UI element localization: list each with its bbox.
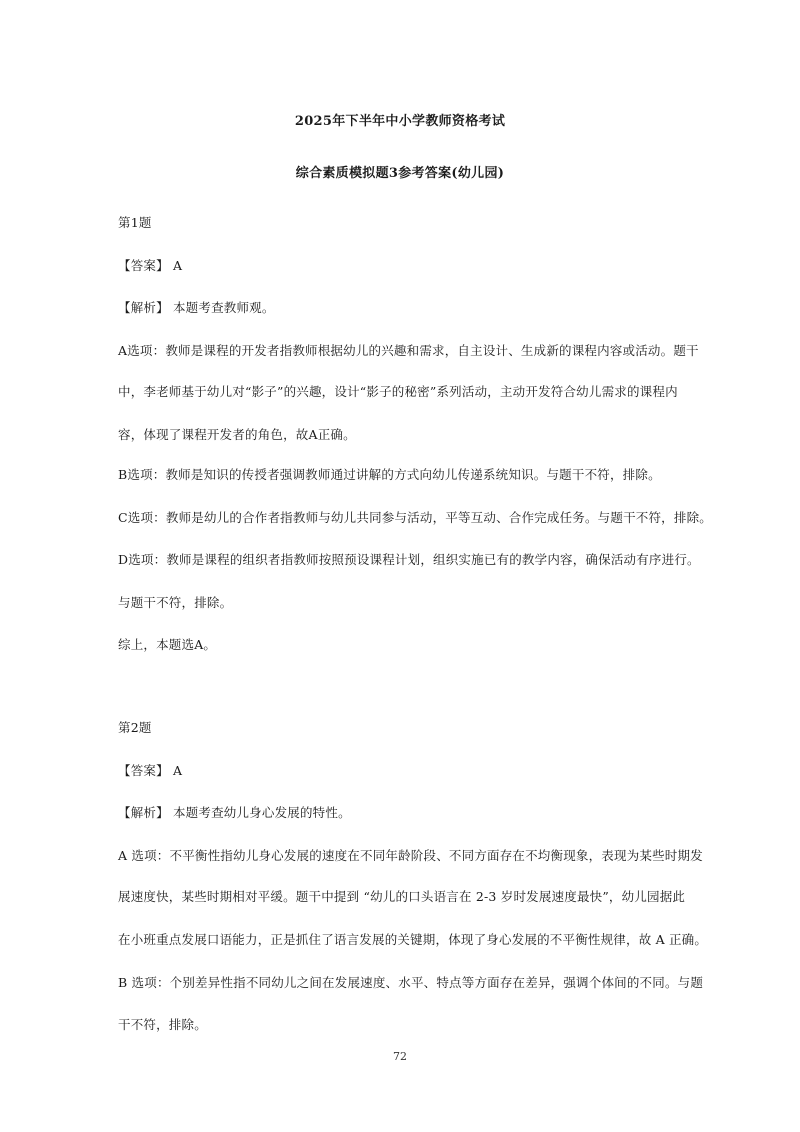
page-number: 72	[393, 1050, 407, 1063]
question-1-answer: 【答案】 A	[118, 258, 183, 273]
document-title: 2025年下半年中小学教师资格考试	[294, 114, 506, 129]
question-1-summary: 综上，本题选A。	[118, 637, 217, 652]
question-2-analysis: 【解析】 本题考查幼儿身心发展的特性。	[118, 805, 351, 820]
question-1-option-a-line-2: 中，李老师基于幼儿对“影子”的兴趣，设计“影子的秘密”系列活动，主动开发符合幼儿需求的课程内	[118, 384, 678, 399]
question-1-option-d-line-2: 与题干不符，排除。	[118, 595, 233, 610]
question-1-option-d-line-1: D选项：教师是课程的组织者指教师按照预设课程计划，组织实施已有的教学内容，确保活动有序进行。	[118, 552, 700, 567]
question-2-answer: 【答案】 A	[118, 763, 183, 778]
question-2-label: 第2题	[118, 720, 152, 735]
question-2-option-a-line-1: A 选项：不平衡性指幼儿身心发展的速度在不同年龄阶段、不同方面存在不均衡现象，表现为某些时期发	[118, 848, 703, 863]
question-2-option-a-line-2: 展速度快，某些时期相对平缓。题干中提到 “幼儿的口头语言在 2-3 岁时发展速度最快”，幼儿园据此	[118, 889, 686, 904]
question-1-option-c: C选项：教师是幼儿的合作者指教师与幼儿共同参与活动，平等互动、合作完成任务。与题干不符，排除。	[118, 510, 712, 525]
question-2-option-a-line-3: 在小班重点发展口语能力，正是抓住了语言发展的关键期，体现了身心发展的不平衡性规律，故 A 正确。	[118, 932, 708, 947]
question-1-analysis: 【解析】 本题考查教师观。	[118, 300, 275, 315]
question-1-option-a-line-1: A选项：教师是课程的开发者指教师根据幼儿的兴趣和需求，自主设计、生成新的课程内容或活动。题干	[118, 343, 699, 358]
question-1-option-b: B选项：教师是知识的传授者强调教师通过讲解的方式向幼儿传递系统知识。与题干不符，排除。	[118, 467, 661, 482]
question-2-option-b-line-2: 干不符，排除。	[118, 1017, 207, 1032]
document-subtitle: 综合素质模拟题3参考答案(幼儿园)	[295, 166, 505, 181]
question-2-option-b-line-1: B 选项：个别差异性指不同幼儿之间在发展速度、水平、特点等方面存在差异，强调个体间的不同。与题	[118, 975, 704, 990]
question-1-option-a-line-3: 容，体现了课程开发者的角色，故A正确。	[118, 427, 356, 442]
question-1-label: 第1题	[118, 215, 152, 230]
